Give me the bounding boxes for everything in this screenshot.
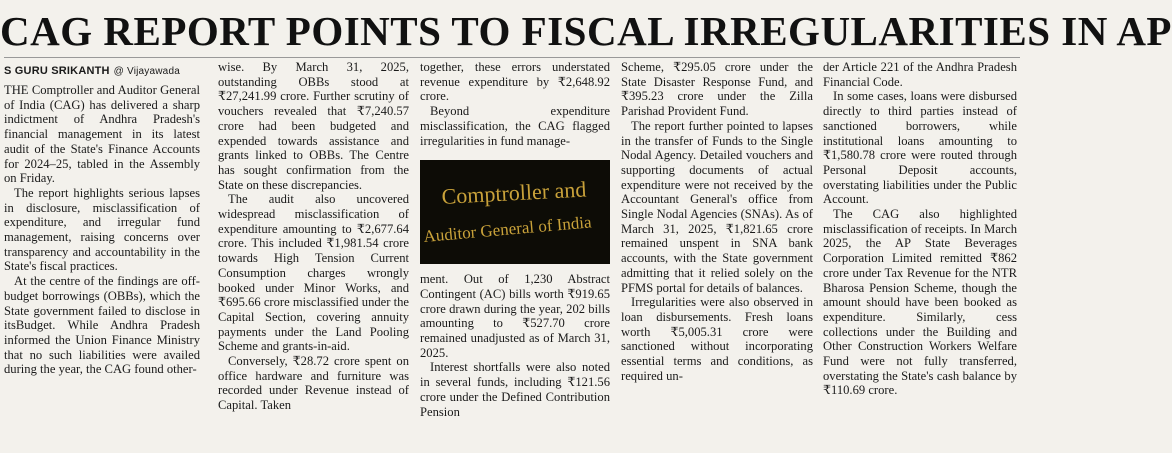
column-4 — [621, 60, 813, 449]
paragraph: The report highlights serious lapses in disclosure, misclassification of expenditure, and irregular fund management, raising concerns over transparency and accountability in the State's fiscal practices. — [4, 185, 200, 274]
byline-location: @ Vijayawada — [113, 66, 180, 77]
paragraph: In some cases, loans were disbursed directly to third parties instead of sanctioned borrowers, while institutional loans amounting to ₹1,580.78 crore were routed through Personal Deposit accounts, overstating liabilities under the Public Account. — [823, 89, 1017, 207]
cag-signboard-photo — [420, 160, 610, 264]
paragraph: Conversely, ₹28.72 crore spent on office hardware and furniture was recorded under Revenue instead of Capital. Taken — [218, 354, 409, 413]
paragraph: Irregularities were also observed in loan disbursements. Fresh loans worth ₹5,005.31 crore were sanctioned without incorporating essential terms and conditions, as required un- — [621, 295, 813, 383]
column-2 — [218, 60, 409, 449]
paragraph: The report further pointed to lapses in the transfer of Funds to the Single Nodal Agency. Detailed vouchers and supporting documents of actual expenditure were not received by the Accountant General's office from Single Nodal Agencies (SNAs). As of March 31, 2025, ₹1,821.65 crore remained unspent in SNA bank accounts, with the State government admitting that it relied solely on the PFMS portal for details of balances. — [621, 118, 813, 295]
column-1 — [4, 64, 200, 449]
paragraph: THE Comptroller and Auditor General of India (CAG) has delivered a sharp indictment of Andhra Pradesh's financial management in its latest audit of the State's Finance Accounts for 2024–25, tabled in the Assembly on Friday. — [4, 83, 200, 186]
headline-rule — [4, 57, 1020, 58]
paragraph: The CAG also highlighted misclassification of receipts. In March 2025, the AP State Beverages Corporation Limited remitted ₹862 crore under Tax Revenue for the NTR Bharosa Pension Scheme, though the amount should have been booked as expenditure. Similarly, cess collections under the Building and Other Construction Workers Welfare Fund were not fully transferred, overstating the State's cash balance by ₹110.69 crore. — [823, 207, 1017, 398]
paragraph: Scheme, ₹295.05 crore under the State Disaster Response Fund, and ₹395.23 crore under the Zilla Parishad Provident Fund. — [621, 60, 813, 119]
paragraph: der Article 221 of the Andhra Pradesh Financial Code. — [823, 60, 1017, 89]
paragraph: Beyond expenditure misclassification, the CAG flagged irregularities in fund manage- — [420, 104, 610, 148]
paragraph: Interest shortfalls were also noted in several funds, including ₹121.56 crore under the Defined Contribution Pension — [420, 360, 610, 419]
column-3 — [420, 60, 610, 449]
sign-line-2: Auditor General of India — [422, 212, 593, 247]
signboard-graphic — [420, 160, 610, 264]
byline-author: S GURU SRIKANTH — [4, 65, 110, 77]
paragraph: together, these errors understated revenue expenditure by ₹2,648.92 crore. — [420, 60, 610, 104]
column-5 — [823, 60, 1017, 449]
paragraph: wise. By March 31, 2025, outstanding OBBs stood at ₹27,241.99 crore. Further scrutiny of vouchers revealed that ₹7,240.57 crore had been budgeted and expended towards assistance and grants linked to OBBs. The Centre has sought confirmation from the State on these discrepancies. — [218, 60, 409, 192]
paragraph: The audit also uncovered widespread misclassification of expenditure amounting to ₹2,677.64 crore. This included ₹1,981.54 crore towards High Tension Current Consumption charges wrongly booked under Minor Works, and ₹695.66 crore misclassified under the Capital Section, covering annuity payments under the Land Pooling Scheme and grants-in-aid. — [218, 192, 409, 354]
paragraph: At the centre of the findings are off-budget borrowings (OBBs), which the State government failed to disclose in itsBudget. While Andhra Pradesh informed the Union Finance Ministry that no such liabilities were availed during the year, the CAG found other- — [4, 274, 200, 377]
sign-line-1: Comptroller and — [440, 176, 587, 210]
byline — [4, 64, 200, 79]
paragraph: ment. Out of 1,230 Abstract Contingent (AC) bills worth ₹919.65 crore drawn during the year, 202 bills amounting to ₹527.70 crore remained unadjusted as of March 31, 2025. — [420, 272, 610, 360]
headline: CAG REPORT POINTS TO FISCAL IRREGULARITIES IN AP — [0, 8, 1172, 54]
